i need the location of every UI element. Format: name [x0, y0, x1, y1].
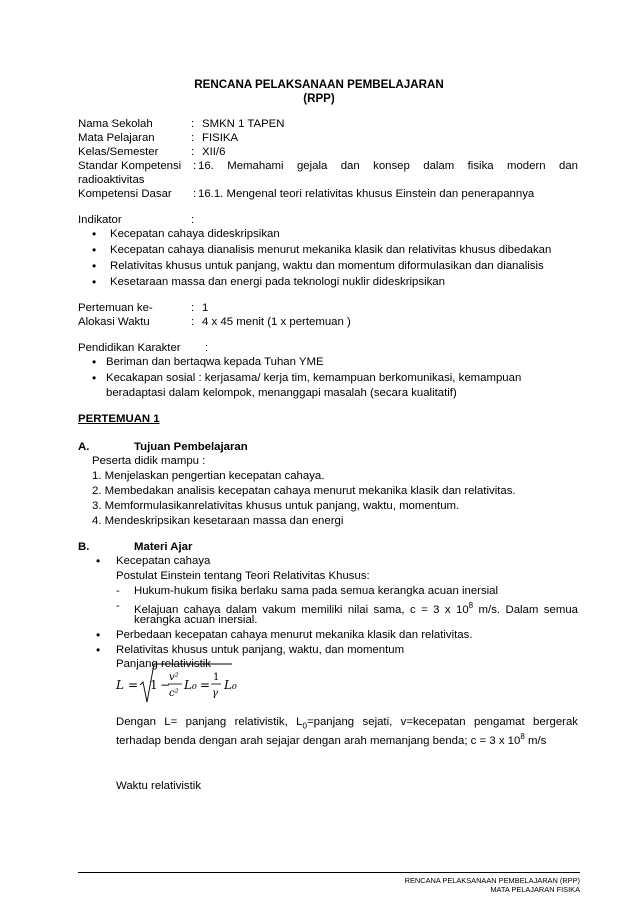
tujuan-item: 4. Mendeskripsikan kesetaraan massa dan energi: [92, 515, 344, 527]
length-contraction-formula: [114, 660, 254, 708]
karakter-item: Beriman dan bertaqwa kepada Tuhan YME: [106, 356, 324, 368]
materi-item: Perbedaan kecepatan cahaya menurut mekanika klasik dan relativitas.: [116, 629, 473, 641]
kelas-label: Kelas/Semester: [78, 146, 159, 158]
formula-equals: =: [200, 678, 211, 692]
colon: :: [205, 342, 209, 354]
sk-label: Standar Kompetensi: [78, 160, 182, 172]
formula-one: 1: [150, 678, 158, 692]
kd-value: 16.1. Mengenal teori relativitas khusus Einstein dan penerapannya: [198, 188, 535, 200]
bullet-icon: •: [92, 243, 97, 257]
formula-description: Dengan L= panjang relativistik, $L_0=panjang$ sejati, v=kecepatan pengamat bergerak: [116, 716, 578, 731]
colon: :: [191, 316, 195, 328]
bullet-icon: •: [92, 227, 97, 241]
colon: :: [191, 214, 195, 226]
alokasi-value: 4 x 45 menit (1 x pertemuan ): [202, 316, 351, 328]
waktu-label: Waktu relativistik: [116, 780, 202, 792]
footer-line2: MATA PELAJARAN FISIKA: [490, 885, 580, 894]
colon: :: [193, 160, 197, 172]
colon: :: [191, 302, 195, 314]
karakter-item-continued: beradaptasi dalam kelompok, menanggapi masalah (secara kualitatif): [106, 387, 457, 399]
pertemuan-label: Pertemuan ke-: [78, 302, 153, 314]
bullet-icon: •: [96, 643, 101, 657]
formula-gamma: γ: [212, 688, 218, 699]
mapel-value: FISIKA: [202, 132, 239, 144]
karakter-item: Kecakapan sosial : kerjasama/ kerja tim, kemampuan berkomunikasi, kemampuan: [106, 372, 522, 384]
alokasi-label: Alokasi Waktu: [78, 316, 150, 328]
dash-icon: -: [116, 585, 120, 597]
bullet-icon: •: [96, 628, 101, 642]
tujuan-item: 2. Membedakan analisis kecepatan cahaya menurut mekanika klasik dan relativitas.: [92, 485, 516, 497]
formula-L0: L₀: [184, 678, 197, 692]
formula-c2: c²: [169, 688, 179, 699]
tujuan-item: 3. Memformulasikanrelativitas khusus untuk panjang, waktu, momentum.: [92, 500, 460, 512]
pertemuan-value: 1: [202, 302, 209, 314]
postulat-item: Kelajuan cahaya dalam vakum memiliki nilai sama, c = 3 x $10^8$ m/s. Dalam semua: [134, 601, 578, 616]
footer-rule: [78, 872, 580, 873]
bullet-icon: •: [92, 275, 97, 289]
kd-label: Kompetensi Dasar: [78, 188, 172, 200]
footer-line1: RENCANA PELAKSANAAN PEMBELAJARAN (RPP): [404, 876, 580, 885]
tujuan-intro: Peserta didik mampu :: [92, 455, 206, 467]
postulat-text: Postulat Einstein tentang Teori Relativitas Khusus:: [116, 570, 370, 582]
formula-L0: L₀: [224, 678, 237, 692]
document-subtitle: (RPP): [303, 92, 335, 105]
panjang-label: Panjang relativistik: [116, 658, 211, 670]
indikator-item: Kecepatan cahaya dianalisis menurut mekanika klasik dan relativitas khusus dibedakan: [110, 244, 552, 256]
formula-description-continued: terhadap benda dengan arah sejajar dengan arah memanjang benda; c = 3 x $10^8$ m/s: [116, 732, 547, 747]
postulat-item-continued: kerangka acuan inersial.: [134, 614, 258, 626]
section-letter: B.: [78, 541, 90, 553]
indikator-label: Indikator: [78, 214, 122, 226]
formula-one: 1: [213, 672, 220, 683]
formula-L: L: [116, 678, 124, 692]
colon: :: [193, 188, 197, 200]
indikator-item: Relativitas khusus untuk panjang, waktu dan momentum diformulasikan dan dianalisis: [110, 260, 544, 272]
sekolah-value: SMKN 1 TAPEN: [202, 118, 285, 130]
tujuan-heading: Tujuan Pembelajaran: [134, 441, 248, 453]
formula-equals: =: [128, 678, 139, 692]
section-heading: PERTEMUAN 1: [78, 413, 160, 425]
colon: :: [191, 146, 195, 158]
bullet-icon: •: [96, 554, 101, 568]
formula-v2: v²: [169, 672, 179, 683]
mapel-label: Mata Pelajaran: [78, 132, 155, 144]
materi-item: Relativitas khusus untuk panjang, waktu, dan momentum: [116, 644, 405, 656]
bullet-icon: •: [92, 355, 97, 369]
section-letter: A.: [78, 441, 90, 453]
document-title: RENCANA PELAKSANAAN PEMBELAJARAN: [194, 78, 444, 91]
karakter-label: Pendidikan Karakter: [78, 342, 181, 354]
indikator-item: Kesetaraan massa dan energi pada teknologi nuklir dideskripsikan: [110, 276, 445, 288]
bullet-icon: •: [92, 259, 97, 273]
bullet-icon: •: [92, 371, 97, 385]
indikator-item: Kecepatan cahaya dideskripsikan: [110, 228, 280, 240]
dash-icon: -: [116, 600, 120, 612]
formula-minus: −: [160, 678, 171, 692]
postulat-item: Hukum-hukum fisika berlaku sama pada semua kerangka acuan inersial: [134, 585, 499, 597]
tujuan-item: 1. Menjelaskan pengertian kecepatan cahaya.: [92, 470, 325, 482]
materi-heading: Materi Ajar: [134, 541, 193, 553]
sekolah-label: Nama Sekolah: [78, 118, 153, 130]
kelas-value: XII/6: [202, 146, 226, 158]
colon: :: [191, 118, 195, 130]
materi-item: Kecepatan cahaya: [116, 555, 211, 567]
sk-value: 16. Memahami gejala dan konsep dalam fisika modern dan: [198, 160, 578, 172]
colon: :: [191, 132, 195, 144]
sk-value-continued: radioaktivitas: [78, 174, 145, 186]
